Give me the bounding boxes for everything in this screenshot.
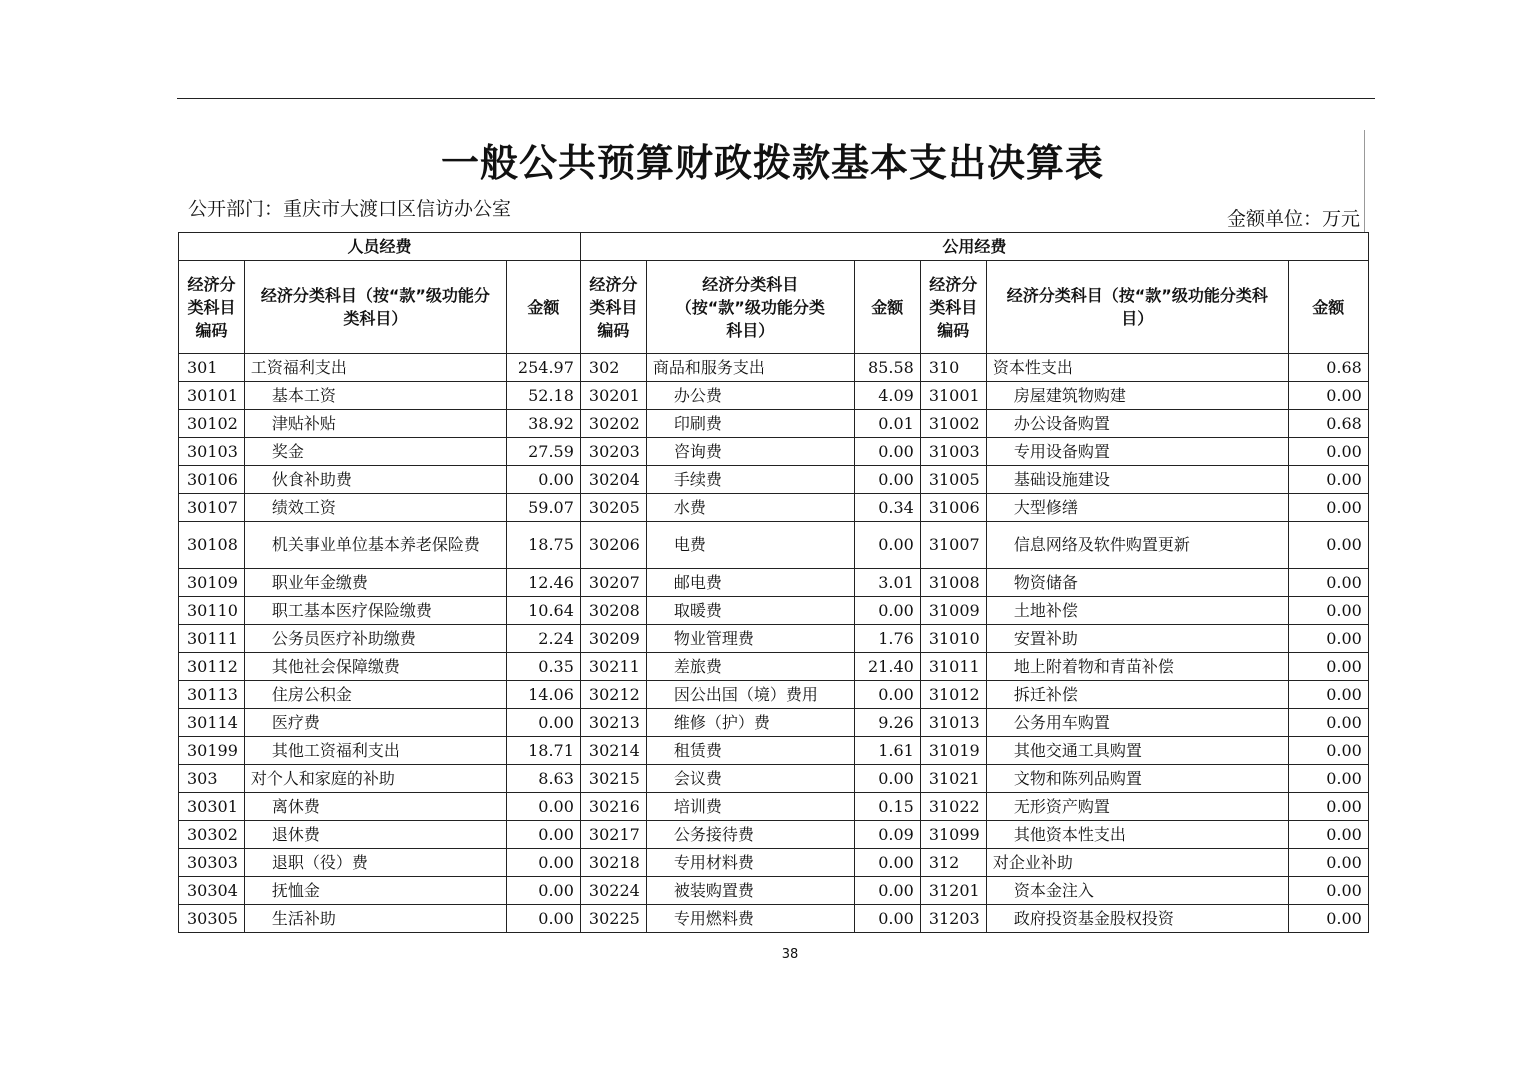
amount-cell: 52.18 <box>506 382 580 410</box>
department-label: 公开部门：重庆市大渡口区信访办公室 <box>188 198 512 220</box>
amount-cell: 1.76 <box>854 625 920 653</box>
amount-cell: 0.00 <box>506 709 580 737</box>
amount-cell: 18.75 <box>506 522 580 569</box>
amount-cell: 0.00 <box>1288 765 1368 793</box>
amount-cell: 0.00 <box>506 793 580 821</box>
item-name-cell: 公务接待费 <box>646 821 854 849</box>
code-cell: 30103 <box>179 438 245 466</box>
table-row <box>179 737 1369 765</box>
item-name-cell: 印刷费 <box>646 410 854 438</box>
amount-cell: 0.00 <box>1288 438 1368 466</box>
amount-cell: 0.68 <box>1288 410 1368 438</box>
item-name-cell: 奖金 <box>244 438 506 466</box>
code-cell: 30110 <box>179 597 245 625</box>
table-row <box>179 410 1369 438</box>
amount-cell: 0.00 <box>506 821 580 849</box>
amount-cell: 14.06 <box>506 681 580 709</box>
item-name-cell: 培训费 <box>646 793 854 821</box>
code-cell: 30216 <box>580 793 646 821</box>
table-row <box>179 438 1369 466</box>
code-cell: 30303 <box>179 849 245 877</box>
amount-cell: 0.00 <box>1288 793 1368 821</box>
code-cell: 30209 <box>580 625 646 653</box>
code-cell: 31019 <box>920 737 986 765</box>
code-cell: 30112 <box>179 653 245 681</box>
amount-cell: 0.00 <box>854 438 920 466</box>
item-name-cell: 津贴补贴 <box>244 410 506 438</box>
item-name-cell: 办公设备购置 <box>986 410 1288 438</box>
amount-cell: 0.00 <box>854 905 920 933</box>
item-name-cell: 手续费 <box>646 466 854 494</box>
item-name-cell: 其他资本性支出 <box>986 821 1288 849</box>
amount-cell: 0.00 <box>506 877 580 905</box>
code-cell: 31007 <box>920 522 986 569</box>
item-name-cell: 差旅费 <box>646 653 854 681</box>
header-name: 经济分类科目（按“款”级功能分类科目） <box>244 261 506 354</box>
amount-cell: 9.26 <box>854 709 920 737</box>
code-cell: 30218 <box>580 849 646 877</box>
table-row <box>179 382 1369 410</box>
item-name-cell: 生活补助 <box>244 905 506 933</box>
item-name-cell: 工资福利支出 <box>244 354 506 382</box>
amount-cell: 0.00 <box>1288 877 1368 905</box>
item-name-cell: 租赁费 <box>646 737 854 765</box>
item-name-cell: 医疗费 <box>244 709 506 737</box>
code-cell: 31002 <box>920 410 986 438</box>
item-name-cell: 办公费 <box>646 382 854 410</box>
expenditure-table <box>178 232 1369 933</box>
code-cell: 31005 <box>920 466 986 494</box>
code-cell: 303 <box>179 765 245 793</box>
item-name-cell: 抚恤金 <box>244 877 506 905</box>
item-name-cell: 物资储备 <box>986 569 1288 597</box>
item-name-cell: 职工基本医疗保险缴费 <box>244 597 506 625</box>
code-cell: 30203 <box>580 438 646 466</box>
code-cell: 30108 <box>179 522 245 569</box>
code-cell: 30205 <box>580 494 646 522</box>
amount-cell: 0.00 <box>1288 653 1368 681</box>
amount-cell: 0.00 <box>1288 569 1368 597</box>
amount-cell: 0.00 <box>1288 466 1368 494</box>
code-cell: 312 <box>920 849 986 877</box>
item-name-cell: 会议费 <box>646 765 854 793</box>
item-name-cell: 退休费 <box>244 821 506 849</box>
item-name-cell: 公务员医疗补助缴费 <box>244 625 506 653</box>
amount-cell: 254.97 <box>506 354 580 382</box>
item-name-cell: 住房公积金 <box>244 681 506 709</box>
code-cell: 30224 <box>580 877 646 905</box>
page-number: 38 <box>781 947 799 962</box>
code-cell: 30201 <box>580 382 646 410</box>
code-cell: 30211 <box>580 653 646 681</box>
table-row <box>179 569 1369 597</box>
item-name-cell: 房屋建筑物购建 <box>986 382 1288 410</box>
code-cell: 30305 <box>179 905 245 933</box>
code-cell: 30304 <box>179 877 245 905</box>
code-cell: 30214 <box>580 737 646 765</box>
amount-cell: 0.01 <box>854 410 920 438</box>
item-name-cell: 基础设施建设 <box>986 466 1288 494</box>
item-name-cell: 专用设备购置 <box>986 438 1288 466</box>
code-cell: 30301 <box>179 793 245 821</box>
header-code: 经济分类科目编码 <box>580 261 646 354</box>
code-cell: 30217 <box>580 821 646 849</box>
code-cell: 30106 <box>179 466 245 494</box>
item-name-cell: 因公出国（境）费用 <box>646 681 854 709</box>
item-name-cell: 其他工资福利支出 <box>244 737 506 765</box>
amount-cell: 2.24 <box>506 625 580 653</box>
item-name-cell: 专用燃料费 <box>646 905 854 933</box>
amount-cell: 27.59 <box>506 438 580 466</box>
table-row <box>179 765 1369 793</box>
amount-cell: 0.09 <box>854 821 920 849</box>
code-cell: 30302 <box>179 821 245 849</box>
code-cell: 31022 <box>920 793 986 821</box>
code-cell: 31010 <box>920 625 986 653</box>
column-header-row <box>179 261 1369 354</box>
code-cell: 31203 <box>920 905 986 933</box>
amount-cell: 0.34 <box>854 494 920 522</box>
amount-cell: 0.00 <box>1288 681 1368 709</box>
item-name-cell: 政府投资基金股权投资 <box>986 905 1288 933</box>
code-cell: 31011 <box>920 653 986 681</box>
amount-cell: 0.00 <box>1288 625 1368 653</box>
amount-cell: 0.00 <box>506 849 580 877</box>
item-name-cell: 对企业补助 <box>986 849 1288 877</box>
code-cell: 30225 <box>580 905 646 933</box>
item-name-cell: 文物和陈列品购置 <box>986 765 1288 793</box>
code-cell: 31008 <box>920 569 986 597</box>
item-name-cell: 资本金注入 <box>986 877 1288 905</box>
table-row <box>179 877 1369 905</box>
group-personnel: 人员经费 <box>179 233 581 261</box>
code-cell: 31013 <box>920 709 986 737</box>
code-cell: 31021 <box>920 765 986 793</box>
header-code: 经济分类科目编码 <box>179 261 245 354</box>
group-public: 公用经费 <box>580 233 1368 261</box>
header-amount: 金额 <box>1288 261 1368 354</box>
code-cell: 30207 <box>580 569 646 597</box>
code-cell: 30101 <box>179 382 245 410</box>
amount-cell: 0.00 <box>1288 522 1368 569</box>
table-row <box>179 354 1369 382</box>
code-cell: 31099 <box>920 821 986 849</box>
amount-cell: 0.00 <box>1288 494 1368 522</box>
item-name-cell: 咨询费 <box>646 438 854 466</box>
code-cell: 302 <box>580 354 646 382</box>
amount-cell: 38.92 <box>506 410 580 438</box>
amount-cell: 0.00 <box>1288 849 1368 877</box>
amount-cell: 0.68 <box>1288 354 1368 382</box>
code-cell: 31012 <box>920 681 986 709</box>
amount-cell: 0.00 <box>506 905 580 933</box>
code-cell: 30102 <box>179 410 245 438</box>
amount-cell: 59.07 <box>506 494 580 522</box>
item-name-cell: 商品和服务支出 <box>646 354 854 382</box>
code-cell: 30206 <box>580 522 646 569</box>
header-amount: 金额 <box>854 261 920 354</box>
item-name-cell: 公务用车购置 <box>986 709 1288 737</box>
item-name-cell: 无形资产购置 <box>986 793 1288 821</box>
amount-cell: 0.35 <box>506 653 580 681</box>
code-cell: 31201 <box>920 877 986 905</box>
item-name-cell: 其他社会保障缴费 <box>244 653 506 681</box>
table-row <box>179 905 1369 933</box>
table-row <box>179 653 1369 681</box>
code-cell: 30114 <box>179 709 245 737</box>
amount-cell: 0.00 <box>854 597 920 625</box>
item-name-cell: 退职（役）费 <box>244 849 506 877</box>
table-row <box>179 597 1369 625</box>
code-cell: 30109 <box>179 569 245 597</box>
amount-cell: 85.58 <box>854 354 920 382</box>
header-rule <box>177 98 1375 99</box>
code-cell: 301 <box>179 354 245 382</box>
item-name-cell: 资本性支出 <box>986 354 1288 382</box>
amount-cell: 8.63 <box>506 765 580 793</box>
item-name-cell: 维修（护）费 <box>646 709 854 737</box>
table-row <box>179 681 1369 709</box>
amount-cell: 0.00 <box>854 849 920 877</box>
item-name-cell: 绩效工资 <box>244 494 506 522</box>
item-name-cell: 基本工资 <box>244 382 506 410</box>
code-cell: 310 <box>920 354 986 382</box>
code-cell: 30213 <box>580 709 646 737</box>
header-name: 经济分类科目（按“款”级功能分类科目） <box>986 261 1288 354</box>
code-cell: 30212 <box>580 681 646 709</box>
code-cell: 30199 <box>179 737 245 765</box>
amount-cell: 12.46 <box>506 569 580 597</box>
item-name-cell: 水费 <box>646 494 854 522</box>
amount-cell: 10.64 <box>506 597 580 625</box>
amount-cell: 0.15 <box>854 793 920 821</box>
item-name-cell: 电费 <box>646 522 854 569</box>
code-cell: 30202 <box>580 410 646 438</box>
code-cell: 30208 <box>580 597 646 625</box>
table-row <box>179 466 1369 494</box>
item-name-cell: 地上附着物和青苗补偿 <box>986 653 1288 681</box>
code-cell: 31001 <box>920 382 986 410</box>
amount-cell: 0.00 <box>1288 597 1368 625</box>
amount-cell: 0.00 <box>1288 821 1368 849</box>
amount-cell: 0.00 <box>854 522 920 569</box>
item-name-cell: 职业年金缴费 <box>244 569 506 597</box>
amount-cell: 18.71 <box>506 737 580 765</box>
amount-cell: 0.00 <box>854 466 920 494</box>
amount-cell: 0.00 <box>1288 382 1368 410</box>
code-cell: 30215 <box>580 765 646 793</box>
amount-cell: 0.00 <box>1288 905 1368 933</box>
item-name-cell: 离休费 <box>244 793 506 821</box>
table-row <box>179 793 1369 821</box>
item-name-cell: 信息网络及软件购置更新 <box>986 522 1288 569</box>
amount-cell: 4.09 <box>854 382 920 410</box>
amount-cell: 3.01 <box>854 569 920 597</box>
code-cell: 30113 <box>179 681 245 709</box>
code-cell: 30204 <box>580 466 646 494</box>
unit-label: 金额单位：万元 <box>1226 208 1360 230</box>
code-cell: 31006 <box>920 494 986 522</box>
item-name-cell: 其他交通工具购置 <box>986 737 1288 765</box>
amount-cell: 0.00 <box>854 681 920 709</box>
item-name-cell: 安置补助 <box>986 625 1288 653</box>
item-name-cell: 物业管理费 <box>646 625 854 653</box>
item-name-cell: 专用材料费 <box>646 849 854 877</box>
group-header-row <box>179 233 1369 261</box>
amount-cell: 0.00 <box>1288 709 1368 737</box>
item-name-cell: 被装购置费 <box>646 877 854 905</box>
item-name-cell: 大型修缮 <box>986 494 1288 522</box>
item-name-cell: 拆迁补偿 <box>986 681 1288 709</box>
code-cell: 31003 <box>920 438 986 466</box>
code-cell: 31009 <box>920 597 986 625</box>
amount-cell: 0.00 <box>854 765 920 793</box>
amount-cell: 1.61 <box>854 737 920 765</box>
header-name: 经济分类科目（按“款”级功能分类科目） <box>646 261 854 354</box>
table-row <box>179 522 1369 569</box>
header-code: 经济分类科目编码 <box>920 261 986 354</box>
header-amount: 金额 <box>506 261 580 354</box>
table-row <box>179 494 1369 522</box>
amount-cell: 0.00 <box>506 466 580 494</box>
item-name-cell: 对个人和家庭的补助 <box>244 765 506 793</box>
page-title: 一般公共预算财政拨款基本支出决算表 <box>440 141 1104 185</box>
amount-cell: 0.00 <box>854 877 920 905</box>
amount-cell: 0.00 <box>1288 737 1368 765</box>
code-cell: 30107 <box>179 494 245 522</box>
amount-cell: 21.40 <box>854 653 920 681</box>
table-row <box>179 821 1369 849</box>
item-name-cell: 机关事业单位基本养老保险费 <box>244 522 506 569</box>
table-row <box>179 625 1369 653</box>
code-cell: 30111 <box>179 625 245 653</box>
table-row <box>179 709 1369 737</box>
item-name-cell: 伙食补助费 <box>244 466 506 494</box>
item-name-cell: 取暖费 <box>646 597 854 625</box>
table-row <box>179 849 1369 877</box>
item-name-cell: 邮电费 <box>646 569 854 597</box>
item-name-cell: 土地补偿 <box>986 597 1288 625</box>
